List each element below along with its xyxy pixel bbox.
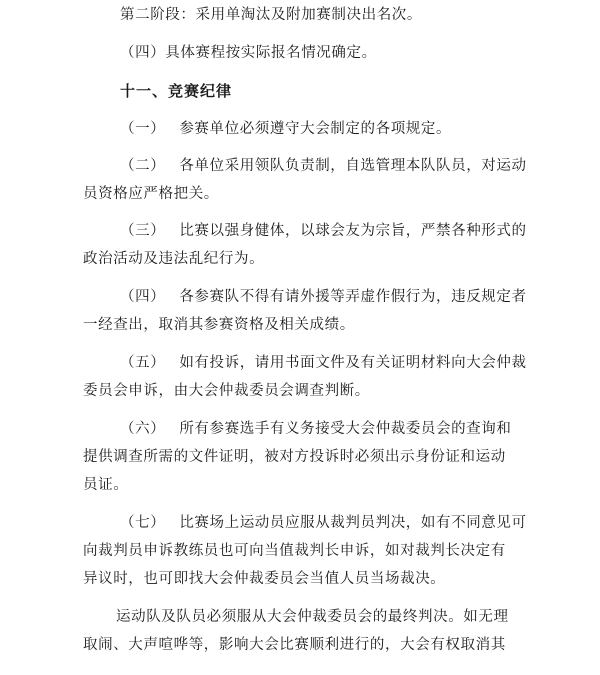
rule-6-line-2: 提供调查所需的文件证明，被对方投诉时必须出示身份证和运动 <box>83 449 506 465</box>
rule-5-text: 如有投诉，请用书面文件及有关证明材料向大会仲裁 <box>179 355 527 371</box>
item-four-line: （四）具体赛程按实际报名情况确定。 <box>120 45 377 61</box>
rule-6-line-3: 员证。 <box>83 477 129 493</box>
rule-7-line-3: 异议时，也可即找大会仲裁委员会当值人员当场裁决。 <box>83 571 446 587</box>
rule-4-number: （四） <box>120 289 166 305</box>
rule-5-number: （五） <box>120 355 166 371</box>
rule-7-number: （七） <box>120 515 166 531</box>
rule-5-line-2: 委员会申诉，由大会仲裁委员会调查判断。 <box>83 383 370 399</box>
rule-1-line-1 <box>120 120 451 138</box>
stage-two-line: 第二阶段：采用单淘汰及附加赛制决出名次。 <box>120 7 422 23</box>
rule-7-line-1 <box>120 514 527 532</box>
rule-3-number: （三） <box>120 223 166 239</box>
rule-3-text: 比赛以强身健体，以球会友为宗旨，严禁各种形式的 <box>179 223 527 239</box>
rule-6-text: 所有参赛选手有义务接受大会仲裁委员会的查询和 <box>179 421 512 437</box>
rule-1-number: （一） <box>120 121 166 137</box>
rule-4-text: 各参赛队不得有请外援等弄虚作假行为，违反规定者 <box>179 289 527 305</box>
rule-4-line-2: 一经查出，取消其参赛资格及相关成绩。 <box>83 317 355 333</box>
rule-6-number: （六） <box>120 421 166 437</box>
final-paragraph-line-1: 运动队及队员必须服从大会仲裁委员会的最终判决。如无理 <box>116 609 509 625</box>
rule-2-line-1 <box>120 157 527 175</box>
rule-2-line-2: 员资格应严格把关。 <box>83 186 219 202</box>
rule-2-number: （二） <box>120 158 166 174</box>
rule-1-text: 参赛单位必须遵守大会制定的各项规定。 <box>179 121 452 137</box>
rule-7-text: 比赛场上运动员应服从裁判员判决，如有不同意见可 <box>179 515 527 531</box>
rule-6-line-1 <box>120 420 512 438</box>
rule-7-line-2: 向裁判员申诉教练员也可向当值裁判长申诉，如对裁判长决定有 <box>83 543 506 559</box>
rule-3-line-1 <box>120 222 527 240</box>
rule-4-line-1 <box>120 288 527 306</box>
rule-3-line-2: 政治活动及违法乱纪行为。 <box>83 251 265 267</box>
rule-5-line-1 <box>120 354 527 372</box>
final-paragraph-line-2: 取闹、大声喧哗等，影响大会比赛顺利进行的，大会有权取消其 <box>83 637 506 653</box>
rule-2-text: 各单位采用领队负责制，自选管理本队队员，对运动 <box>179 158 527 174</box>
section-heading: 十一、竞赛纪律 <box>120 82 233 100</box>
